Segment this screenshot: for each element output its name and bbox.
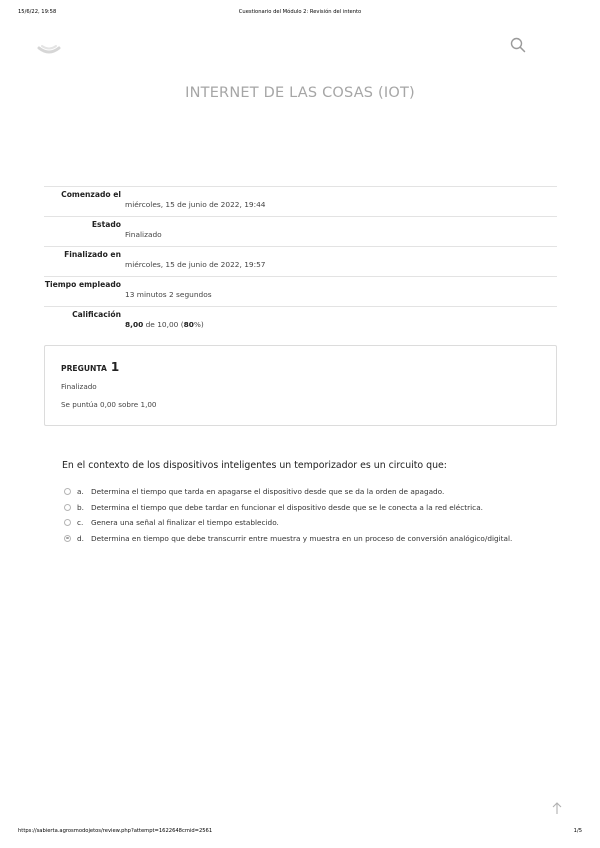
print-url: https://sabierta.agrosmodojetos/review.php?attempt=1622648cmid=2561 bbox=[18, 828, 213, 834]
grade-label: Calificación bbox=[72, 310, 121, 319]
answer-options bbox=[64, 486, 564, 548]
state-value: Finalizado bbox=[125, 230, 162, 239]
question-text: En el contexto de los dispositivos inteligentes un temporizador es un circuito que: bbox=[62, 460, 447, 471]
question-state: Finalizado bbox=[61, 382, 97, 391]
state-label: Estado bbox=[91, 220, 121, 229]
summary-row-grade bbox=[44, 307, 557, 337]
print-document-title: Cuestionario del Módulo 2: Revisión del intento bbox=[238, 9, 362, 15]
radio-button[interactable] bbox=[64, 535, 71, 542]
print-page-number: 1/5 bbox=[573, 828, 582, 834]
started-value: miércoles, 15 de junio de 2022, 19:44 bbox=[125, 200, 266, 209]
answer-option-b[interactable] bbox=[64, 502, 564, 518]
course-title: INTERNET DE LAS COSAS (IOT) bbox=[185, 85, 415, 101]
answer-text: Genera una señal al finalizar el tiempo establecido. bbox=[91, 518, 279, 527]
answer-option-c[interactable] bbox=[64, 517, 564, 533]
print-datetime: 15/6/22, 19:58 bbox=[18, 9, 57, 15]
question-heading-label: PREGUNTA bbox=[61, 364, 107, 373]
print-header bbox=[18, 9, 582, 19]
started-label: Comenzado el bbox=[61, 190, 121, 199]
radio-button[interactable] bbox=[64, 519, 71, 526]
summary-row-finished bbox=[44, 247, 557, 277]
finished-value: miércoles, 15 de junio de 2022, 19:57 bbox=[125, 260, 266, 269]
grade-value: 8,00 de 10,00 (80%) bbox=[125, 320, 204, 329]
grade-out-of: de 10,00 bbox=[145, 320, 179, 329]
answer-text: Determina el tiempo que tarda en apagarse el dispositivo desde que se da la orden de apagado. bbox=[91, 487, 445, 496]
question-grade: Se puntúa 0,00 sobre 1,00 bbox=[61, 400, 157, 409]
attempt-summary-table bbox=[44, 186, 557, 337]
answer-letter: d. bbox=[77, 533, 84, 543]
radio-button[interactable] bbox=[64, 504, 71, 511]
radio-button[interactable] bbox=[64, 488, 71, 495]
site-logo-icon[interactable] bbox=[36, 40, 62, 56]
answer-text: Determina el tiempo que debe tardar en funcionar el dispositivo desde que se le conecta a la red eléctrica. bbox=[91, 502, 483, 512]
summary-row-state bbox=[44, 217, 557, 247]
search-icon[interactable] bbox=[509, 36, 527, 54]
summary-row-time bbox=[44, 277, 557, 307]
answer-letter: b. bbox=[77, 502, 84, 512]
time-taken-label: Tiempo empleado bbox=[44, 280, 121, 289]
question-info-box bbox=[44, 345, 557, 426]
grade-score: 8,00 bbox=[125, 320, 144, 329]
grade-percent: 80 bbox=[183, 320, 194, 329]
answer-letter: c. bbox=[77, 518, 84, 527]
answer-option-a[interactable] bbox=[64, 486, 564, 502]
question-heading bbox=[61, 360, 119, 374]
answer-text: Determina en tiempo que debe transcurrir entre muestra y muestra en un proceso de conversión analógico/digital. bbox=[91, 533, 513, 543]
answer-letter: a. bbox=[77, 487, 84, 496]
print-footer bbox=[18, 828, 582, 838]
question-number: 1 bbox=[110, 360, 120, 374]
answer-option-d[interactable] bbox=[64, 533, 564, 549]
arrow-up-icon[interactable] bbox=[550, 800, 564, 816]
time-taken-value: 13 minutos 2 segundos bbox=[125, 290, 212, 299]
finished-label: Finalizado en bbox=[64, 250, 121, 259]
summary-row-started bbox=[44, 187, 557, 217]
